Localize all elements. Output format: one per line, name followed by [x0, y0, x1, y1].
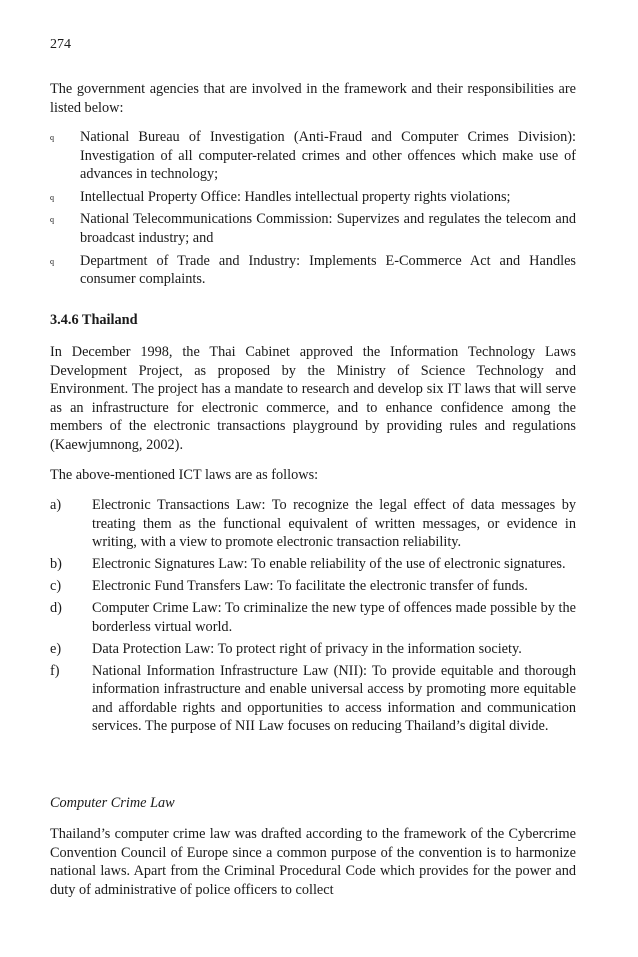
list-label: c) [50, 578, 62, 595]
list-label: b) [50, 556, 62, 573]
list-label: a) [50, 497, 62, 513]
bullet-marker: q [50, 256, 54, 266]
list-item: q Intellectual Property Office: Handles intellectual property rights violations; [50, 188, 576, 207]
list-item: e) Data Protection Law: To protect right of privacy in the information society. [50, 640, 522, 657]
list-label: f) [50, 662, 60, 679]
intro-paragraph: The government agencies that are involved in the framework and their responsibilities are listed below: [50, 81, 576, 116]
bullet-marker: q [50, 215, 54, 225]
list-item: q National Bureau of Investigation (Anti-Fraud and Computer Crimes Division): Investigation of all computer-related crimes and other offences which make use of advances in technology; [50, 129, 576, 183]
list-item: c) Electronic Fund Transfers Law: To facilitate the electronic transfer of funds. [50, 578, 528, 595]
ict-laws-list [50, 496, 576, 739]
list-item: d) Computer Crime Law: To criminalize the new type of offences made possible by the borderless virtual world. [50, 600, 576, 635]
agency-list [50, 128, 576, 293]
bullet-marker: q [50, 192, 54, 202]
list-label: d) [50, 600, 62, 617]
list-item: q National Telecommunications Commission: Supervizes and regulates the telecom and broadcast industry; and [50, 211, 576, 246]
list-item: q Department of Trade and Industry: Implements E-Commerce Act and Handles consumer complaints. [50, 252, 576, 288]
list-item: f) National Information Infrastructure Law (NII): To provide equitable and thorough information infrastructure and enable universal access by promoting more equitable and affordable rights and opportunities to access information and communication services. The purpose of NII Law focuses on reducing Thailand’s digital divide. [50, 662, 576, 735]
thailand-paragraph: In December 1998, the Thai Cabinet approved the Information Technology Laws Development Project, as proposed by the Ministry of Science Technology and Environment. The project has a mandate to research and develop six IT laws that will serve as an infrastructure for electronic commerce, and to enhance confidence among the members of the electronic transactions playground by providing rules and regulations (Kaewjumnong, 2002). [50, 344, 576, 453]
bullet-marker: q [50, 133, 54, 142]
computer-crime-paragraph: Thailand’s computer crime law was drafted according to the framework of the Cybercrime Convention Council of Europe since a common purpose of the convention is to harmonize national laws. Apart from the Criminal Procedural Code which provides for the power and duty of administrative of police officers to collect [50, 826, 576, 898]
list-item: b) Electronic Signatures Law: To enable reliability of the use of electronic signatures. [50, 556, 566, 573]
list-item: a) Electronic Transactions Law: To recognize the legal effect of data messages by treating them as the functional equivalent of written messages, or evidence in writing, with a view to promote electronic transaction reliability. [50, 497, 576, 551]
subheading: Computer Crime Law [50, 795, 175, 811]
section-heading: 3.4.6 Thailand [50, 312, 138, 328]
list-label: e) [50, 640, 62, 657]
laws-intro-paragraph: The above-mentioned ICT laws are as follows: [50, 467, 319, 483]
page-number: 274 [50, 37, 71, 52]
